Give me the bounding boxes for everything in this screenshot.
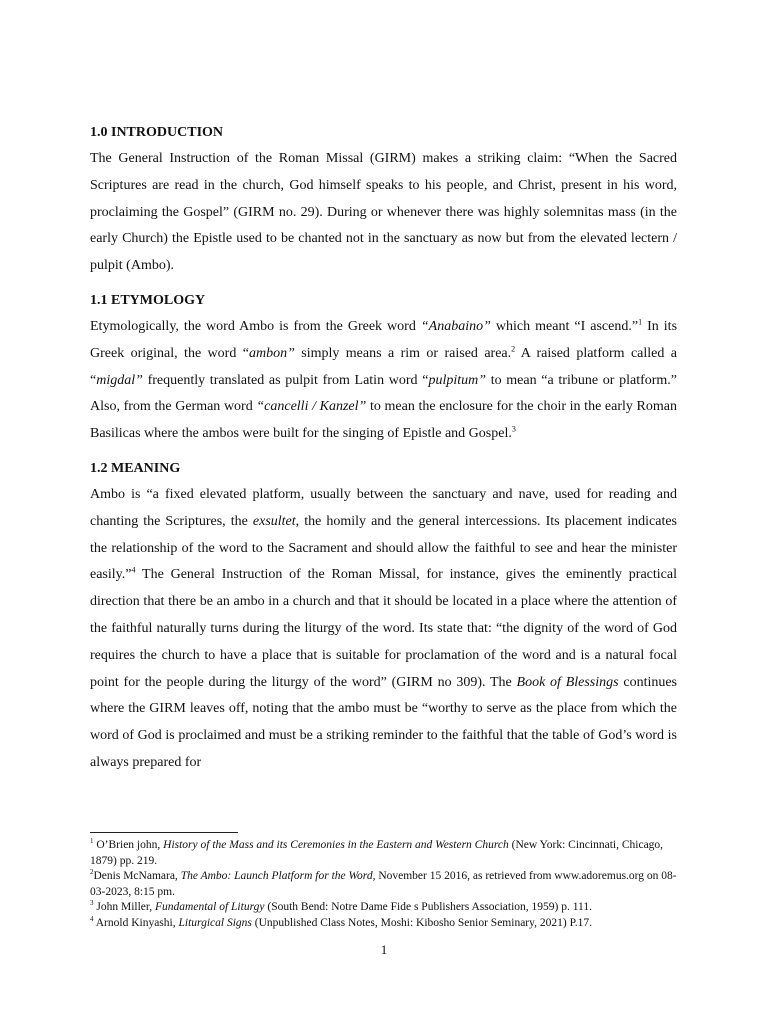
text-run: Denis McNamara,	[93, 870, 181, 882]
text-run: Ambo is “a fixed elevated platform, usually between the sanctuary and nave, used for reading and chanting the Scriptures, the	[90, 486, 677, 529]
footnote-ref: 4	[131, 565, 136, 575]
footnote-ref: 1	[90, 837, 94, 846]
italic-text: ambon”	[248, 345, 295, 361]
footnote-ref: 3	[511, 424, 516, 434]
heading-introduction: 1.0 INTRODUCTION	[90, 125, 224, 140]
document-body	[90, 122, 677, 787]
italic-text: Book of Blessings	[516, 674, 619, 690]
text-run: frequently translated as pulpit from Latin word “	[142, 372, 429, 388]
footnotes	[90, 832, 680, 931]
text-run: Arnold Kinyashi,	[93, 916, 179, 929]
footnote-4	[90, 916, 680, 932]
footnote-ref: 2	[511, 344, 516, 354]
paragraph-etymology	[90, 314, 677, 448]
text-run: continues where the GIRM leaves off, noting that the ambo must be “worthy to serve as the place from which the word of God is proclaimed and must be a striking reminder to the faithful that the table of God’s word is always prepared for	[90, 674, 678, 770]
italic-text: “Anabaino”	[420, 318, 491, 334]
paragraph-introduction	[90, 146, 677, 280]
text-run: to mean “a tribune or platform.” Also, from the German word	[90, 372, 678, 415]
text-run: Etymologically, the word Ambo is from the Greek word	[90, 318, 421, 334]
text-run: The General Instruction of the Roman Missal (GIRM) makes a striking claim: “When the Sacred Scriptures are read in the church, God himself speaks to his people, and Christ, present in his word, proclaiming the Gospel” (GIRM no. 29). During or whenever there was highly solemnitas mass (in the early Church) the Epistle used to be chanted not in the sanctuary as now but from the elevated lectern / pulpit (Ambo).	[90, 151, 677, 274]
text-run: John Miller,	[93, 901, 156, 913]
italic-text: migdal”	[96, 372, 143, 388]
heading-meaning: 1.2 MEANING	[90, 460, 181, 476]
italic-text: Liturgical Signs	[178, 916, 252, 929]
page-number: 1	[380, 942, 388, 957]
footnote-2	[90, 869, 680, 900]
text-run: (South Bend: Notre Dame Fide s Publishers Association, 1959) p. 111.	[264, 901, 592, 913]
text-run: In its Greek original, the word “	[90, 318, 678, 361]
italic-text: History of the Mass and its Ceremonies in the Eastern and Western Church	[163, 839, 509, 851]
text-run: simply means a rim or raised area.	[294, 345, 512, 361]
text-run: November 15 2016, as retrieved from www.adoremus.org on 08-03-2023, 8:15 pm.	[90, 870, 677, 898]
italic-text: pulpitum”	[428, 372, 487, 388]
italic-text: The Ambo: Launch Platform for the Word,	[180, 870, 376, 882]
italic-text: “cancelli / Kanzel”	[256, 399, 367, 415]
footnote-ref: 4	[90, 914, 94, 923]
footnote-ref: 3	[90, 899, 94, 908]
heading-etymology: 1.1 ETYMOLOGY	[90, 292, 206, 308]
footnote-divider	[90, 832, 238, 833]
text-run: (Unpublished Class Notes, Moshi: Kibosho Senior Seminary, 2021) P.17.	[251, 916, 592, 929]
text-run: (New York: Cincinnati, Chicago, 1879) pp. 219.	[90, 839, 664, 867]
footnote-1	[90, 838, 680, 869]
text-run: O’Brien john,	[93, 839, 164, 851]
text-run: A raised platform called a “	[90, 345, 677, 388]
paragraph-meaning	[90, 482, 677, 777]
footnote-3	[90, 900, 680, 916]
footnote-ref: 1	[638, 317, 643, 327]
text-run: The General Instruction of the Roman Missal, for instance, gives the eminently practical direction that there be an ambo in a church and that it should be located in a place where the attention of the faithful naturally turns during the liturgy of the word. Its state that: “the dignity of the word of God requires the church to have a place that is suitable for proclamation of the word and is a natural focal point for the people during the liturgy of the word” (GIRM no 309). The	[90, 567, 677, 690]
italic-text: exsultet	[252, 513, 296, 529]
italic-text: Fundamental of Liturgy	[155, 901, 265, 913]
text-run: to mean the enclosure for the choir in the early Roman Basilicas where the ambos were built for the singing of Epistle and Gospel.	[90, 399, 677, 442]
footnote-ref: 2	[90, 868, 94, 877]
text-run: which meant “I ascend.”	[490, 318, 639, 334]
text-run: , the homily and the general intercessions. Its placement indicates the relationship of the word to the Sacrament and should allow the faithful to see and hear the minister easily.”	[90, 513, 677, 583]
